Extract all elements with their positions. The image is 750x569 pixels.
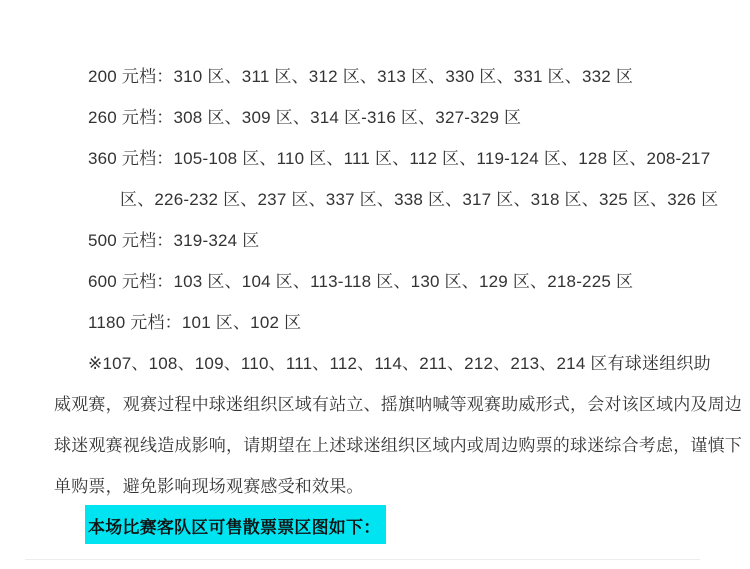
tier-label: 600 元档： xyxy=(88,272,174,291)
price-tier-line-200 xyxy=(88,56,694,97)
tier-zones: 105-108 区、110 区、111 区、112 区、119-124 区、128 区、208-217 xyxy=(173,149,711,168)
tier-zones: 319-324 区 xyxy=(173,231,260,250)
highlighted-caption: 本场比赛客队区可售散票票区图如下： xyxy=(85,505,386,544)
fan-notice-line-3: 球迷观赛视线造成影响，请期望在上述球迷组织区域内或周边购票的球迷综合考虑，谨慎下 xyxy=(54,436,742,455)
price-tier-line-600 xyxy=(88,261,694,302)
tier-label: 200 元档： xyxy=(88,67,174,86)
tier-label: 260 元档： xyxy=(88,108,174,127)
tier-zones: 103 区、104 区、113-118 区、130 区、129 区、218-225 区 xyxy=(173,272,634,291)
tier-zones: 308 区、309 区、314 区-316 区、327-329 区 xyxy=(173,108,522,127)
tier-zones: 310 区、311 区、312 区、313 区、330 区、331 区、332 区 xyxy=(173,67,634,86)
fan-notice-line-2: 威观赛，观赛过程中球迷组织区域有站立、摇旗呐喊等观赛助威形式，会对该区域内及周边 xyxy=(54,395,742,414)
price-tier-line-1180 xyxy=(88,302,694,343)
price-tier-line-360 xyxy=(88,138,711,179)
tier-label: 1180 元档： xyxy=(88,313,182,332)
price-tier-line-360-wrap xyxy=(120,179,719,220)
next-image-top-edge xyxy=(25,559,700,560)
highlighted-caption-line xyxy=(85,507,694,548)
price-tier-line-260 xyxy=(88,97,694,138)
tier-zones: 区、226-232 区、237 区、337 区、338 区、317 区、318 区、325 区、326 区 xyxy=(120,190,719,209)
price-tier-line-500 xyxy=(88,220,694,261)
tier-label: 500 元档： xyxy=(88,231,174,250)
fan-notice-line-4: 单购票，避免影响现场观赛感受和效果。 xyxy=(54,477,364,496)
tier-zones: 101 区、102 区 xyxy=(181,313,302,332)
tier-label: 360 元档： xyxy=(88,149,174,168)
fan-notice-line-1: ※107、108、109、110、111、112、114、211、212、213、214 区有球迷组织助 xyxy=(88,354,711,373)
